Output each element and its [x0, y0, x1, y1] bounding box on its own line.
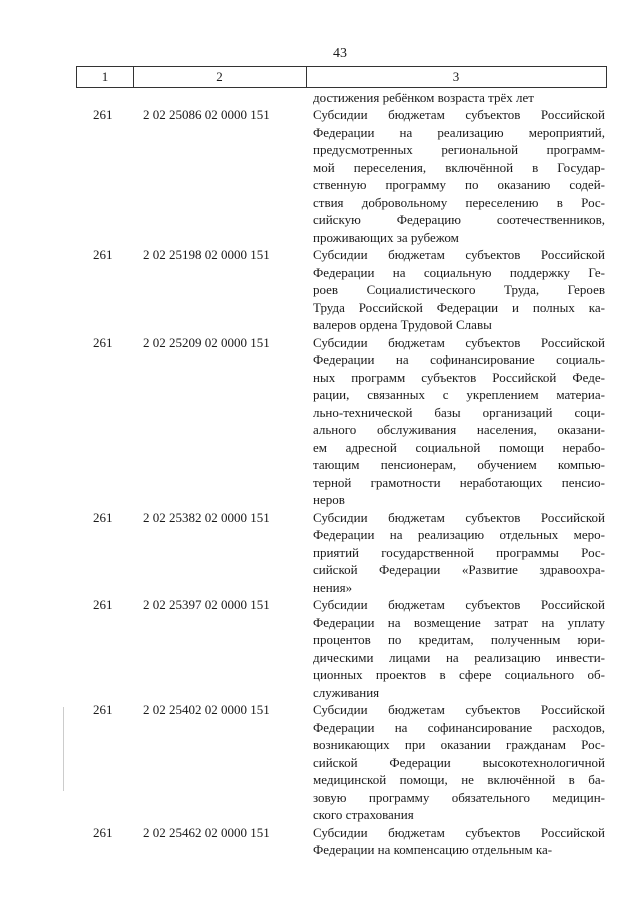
row-kbk: 2 02 25402 02 0000 151: [143, 702, 270, 717]
row-name-line: сийскую Федерацию соотечественников,: [313, 212, 605, 227]
row-name: [313, 701, 605, 824]
row-name-line: Федерации на социальную поддержку Ге-: [313, 264, 605, 280]
row-name-line: Труда Российской Федерации и полных ка-: [313, 299, 605, 315]
table-row: [0, 701, 640, 824]
row-name-line: мой переселения, включённой в Государ-: [313, 159, 605, 175]
row-name-line: медицинской помощи, не включённой в ба-: [313, 772, 605, 787]
row-kbk: 2 02 25198 02 0000 151: [143, 247, 270, 262]
row-name-line: тающим пенсионерам, обучением компью-: [313, 457, 605, 472]
row-name-line: рации, связанных с укреплением материа-: [313, 387, 605, 402]
row-code: 261: [93, 107, 113, 122]
row-name-line: Субсидии бюджетам субъектов Российской: [313, 107, 605, 122]
row-name-line: ственную программу по оказанию содей-: [313, 177, 605, 192]
row-code: 261: [93, 334, 113, 350]
row-name-line: служивания: [313, 684, 380, 700]
table-body: [0, 106, 640, 859]
row-name-line: Субсидии бюджетам субъектов Российской: [313, 334, 605, 350]
row-name-line: ем адресной социальной помощи нерабо-: [313, 439, 605, 455]
row-name-line: Субсидии бюджетам субъектов Российской: [313, 509, 605, 525]
row-name-line: Субсидии бюджетам субъектов Российской: [313, 824, 605, 840]
table-row: [0, 106, 640, 246]
row-name-line: Федерации на софинансирование социаль-: [313, 352, 605, 367]
table-row: [0, 824, 640, 859]
row-name-line: дическими лицами на реализацию инвести-: [313, 649, 605, 665]
row-code: 261: [93, 597, 113, 612]
row-name-line: Федерации на компенсацию отдельным ка-: [313, 842, 553, 857]
row-name-line: терной грамотности неработающих пенсио-: [313, 474, 605, 490]
row-name-line: Субсидии бюджетам субъектов Российской: [313, 247, 605, 262]
row-kbk: 2 02 25086 02 0000 151: [143, 107, 270, 122]
row-name-line: сийской Федерации высокотехнологичной: [313, 754, 605, 770]
row-code: 261: [93, 824, 113, 840]
row-name-line: приятий государственной программы Рос-: [313, 544, 605, 560]
table-header: [76, 66, 607, 88]
continuation-text: достижения ребёнком возраста трёх лет: [313, 90, 534, 105]
row-code: 261: [93, 702, 113, 717]
row-name-line: Федерации на софинансирование расходов,: [313, 719, 605, 735]
row-kbk: 2 02 25382 02 0000 151: [143, 509, 270, 525]
row-name-line: возникающих при оказании гражданам Рос-: [313, 737, 605, 752]
row-name-line: предусмотренных региональной программ-: [313, 142, 605, 157]
table-row: [0, 596, 640, 701]
row-name: [313, 246, 605, 334]
row-name-line: Субсидии бюджетам субъектов Российской: [313, 597, 605, 612]
row-name-line: зовую программу обязательного медицин-: [313, 789, 605, 805]
row-name-line: Федерации на реализацию мероприятий,: [313, 124, 605, 140]
row-name-line: ского страхования: [313, 807, 414, 822]
row-name: [313, 824, 605, 859]
header-col-2: 2: [133, 67, 307, 87]
row-name-line: Субсидии бюджетам субъектов Российской: [313, 702, 605, 717]
row-kbk: 2 02 25462 02 0000 151: [143, 824, 270, 840]
row-name-line: проживающих за рубежом: [313, 229, 459, 245]
table-row: [0, 334, 640, 509]
row-name-line: льно-технической базы организаций соци-: [313, 404, 605, 420]
row-name-line: Федерации на реализацию отдельных меро-: [313, 527, 605, 542]
table-row: [0, 509, 640, 597]
row-name-line: валеров ордена Трудовой Славы: [313, 317, 492, 332]
row-name-line: процентов по кредитам, полученным юри-: [313, 632, 605, 647]
row-kbk: 2 02 25397 02 0000 151: [143, 597, 270, 612]
row-name: [313, 509, 605, 597]
row-name-line: неров: [313, 492, 345, 507]
page-number: 43: [333, 46, 347, 61]
row-name-line: роев Социалистического Труда, Героев: [313, 282, 605, 297]
table-row: [0, 246, 640, 334]
scan-margin-mark: [63, 707, 64, 791]
row-name-line: сийской Федерации «Развитие здравоохра-: [313, 562, 605, 577]
row-name: [313, 106, 605, 246]
row-name-line: ных программ субъектов Российской Феде-: [313, 369, 605, 385]
row-name-line: ального обслуживания населения, оказани-: [313, 422, 605, 437]
row-name: [313, 334, 605, 509]
row-kbk: 2 02 25209 02 0000 151: [143, 334, 270, 350]
row-name-line: нения»: [313, 579, 353, 595]
header-col-3: 3: [452, 69, 460, 84]
header-col-1: 1: [77, 67, 134, 87]
row-code: 261: [93, 247, 113, 262]
row-name: [313, 596, 605, 701]
row-code: 261: [93, 509, 113, 525]
row-name-line: ционных проектов в сфере социального об-: [313, 667, 605, 682]
row-name-line: Федерации на возмещение затрат на уплату: [313, 614, 605, 630]
row-name-line: ствия добровольному переселению в Рос-: [313, 194, 605, 210]
